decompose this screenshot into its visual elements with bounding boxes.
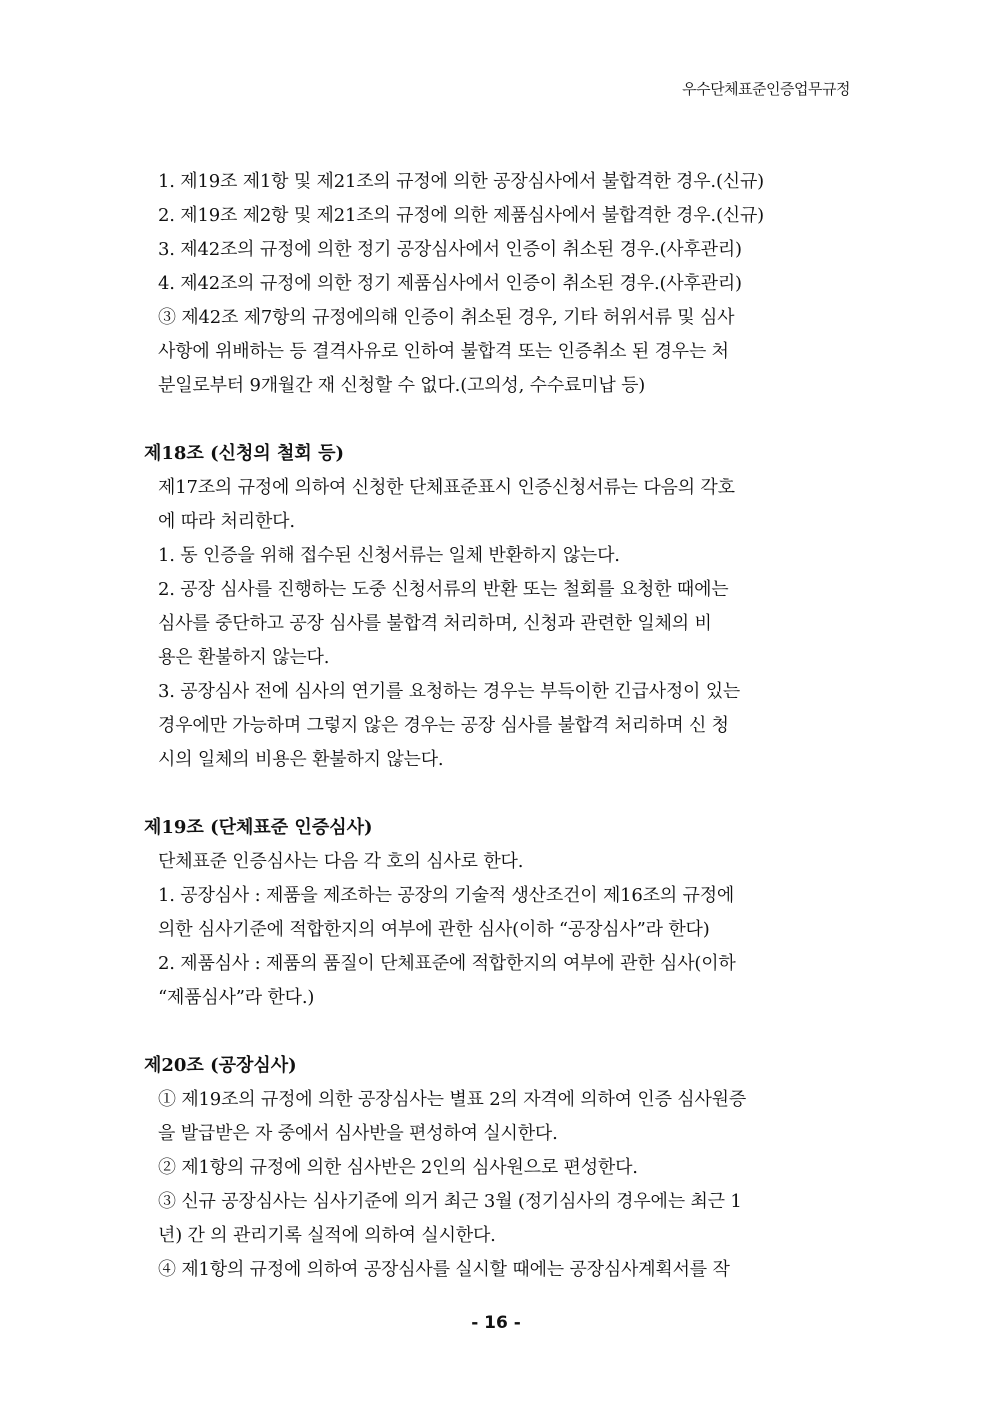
paragraph-line: 1. 제19조 제1항 및 제21조의 규정에 의한 공장심사에서 불합격한 경우.(신규) bbox=[158, 171, 764, 192]
paragraph-line: 2. 제품심사 : 제품의 품질이 단체표준에 적합한지의 여부에 관한 심사(이하 bbox=[158, 953, 736, 974]
paragraph-line: “제품심사”라 한다.) bbox=[158, 987, 315, 1008]
paragraph-line: 심사를 중단하고 공장 심사를 불합격 처리하며, 신청과 관련한 일체의 비 bbox=[158, 613, 712, 634]
article-heading: 제18조 (신청의 철회 등) bbox=[144, 443, 344, 464]
paragraph-line: 용은 환불하지 않는다. bbox=[158, 647, 330, 668]
article-19 bbox=[144, 811, 858, 1015]
paragraph-line: 사항에 위배하는 등 결격사유로 인하여 불합격 또는 인증취소 된 경우는 처 bbox=[158, 341, 729, 362]
paragraph-line: ④ 제1항의 규정에 의하여 공장심사를 실시할 때에는 공장심사계획서를 작 bbox=[158, 1259, 730, 1280]
paragraph-line: 의한 심사기준에 적합한지의 여부에 관한 심사(이하 “공장심사”라 한다) bbox=[158, 919, 710, 940]
paragraph-line: 시의 일체의 비용은 환불하지 않는다. bbox=[158, 749, 444, 770]
item-list bbox=[158, 165, 858, 403]
article-heading: 제19조 (단체표준 인증심사) bbox=[144, 817, 373, 838]
paragraph-line: 3. 제42조의 규정에 의한 정기 공장심사에서 인증이 취소된 경우.(사후관리) bbox=[158, 239, 742, 260]
document-body bbox=[144, 165, 858, 1287]
paragraph-line: ③ 신규 공장심사는 심사기준에 의거 최근 3월 (정기심사의 경우에는 최근 1 bbox=[158, 1191, 742, 1212]
paragraph-line: 제17조의 규정에 의하여 신청한 단체표준표시 인증신청서류는 다음의 각호 bbox=[158, 477, 735, 498]
paragraph-line: 2. 공장 심사를 진행하는 도중 신청서류의 반환 또는 철회를 요청한 때에는 bbox=[158, 579, 729, 600]
article-18 bbox=[144, 437, 858, 777]
paragraph-line: ① 제19조의 규정에 의한 공장심사는 별표 2의 자격에 의하여 인증 심사원증 bbox=[158, 1089, 747, 1110]
paragraph-line: 에 따라 처리한다. bbox=[158, 511, 295, 532]
paragraph-line: 1. 공장심사 : 제품을 제조하는 공장의 기술적 생산조건이 제16조의 규정에 bbox=[158, 885, 735, 906]
article-heading: 제20조 (공장심사) bbox=[144, 1055, 297, 1076]
paragraph-line: ③ 제42조 제7항의 규정에의해 인증이 취소된 경우, 기타 허위서류 및 심사 bbox=[158, 307, 735, 328]
paragraph-line: 4. 제42조의 규정에 의한 정기 제품심사에서 인증이 취소된 경우.(사후관리) bbox=[158, 273, 742, 294]
paragraph-line: 단체표준 인증심사는 다음 각 호의 심사로 한다. bbox=[158, 851, 524, 872]
paragraph-line: 경우에만 가능하며 그렇지 않은 경우는 공장 심사를 불합격 처리하며 신 청 bbox=[158, 715, 729, 736]
article-20 bbox=[144, 1049, 858, 1287]
paragraph-line: ② 제1항의 규정에 의한 심사반은 2인의 심사원으로 편성한다. bbox=[158, 1157, 638, 1178]
paragraph-line: 년) 간 의 관리기록 실적에 의하여 실시한다. bbox=[158, 1225, 496, 1246]
paragraph-line: 3. 공장심사 전에 심사의 연기를 요청하는 경우는 부득이한 긴급사정이 있는 bbox=[158, 681, 741, 702]
paragraph-line: 2. 제19조 제2항 및 제21조의 규정에 의한 제품심사에서 불합격한 경우.(신규) bbox=[158, 205, 764, 226]
paragraph-line: 분일로부터 9개월간 재 신청할 수 없다.(고의성, 수수료미납 등) bbox=[158, 375, 646, 396]
document-header: 우수단체표준인증업무규정 bbox=[682, 80, 850, 98]
paragraph-line: 을 발급받은 자 중에서 심사반을 편성하여 실시한다. bbox=[158, 1123, 558, 1144]
paragraph-line: 1. 동 인증을 위해 접수된 신청서류는 일체 반환하지 않는다. bbox=[158, 545, 620, 566]
page-number: - 16 - bbox=[471, 1313, 521, 1333]
